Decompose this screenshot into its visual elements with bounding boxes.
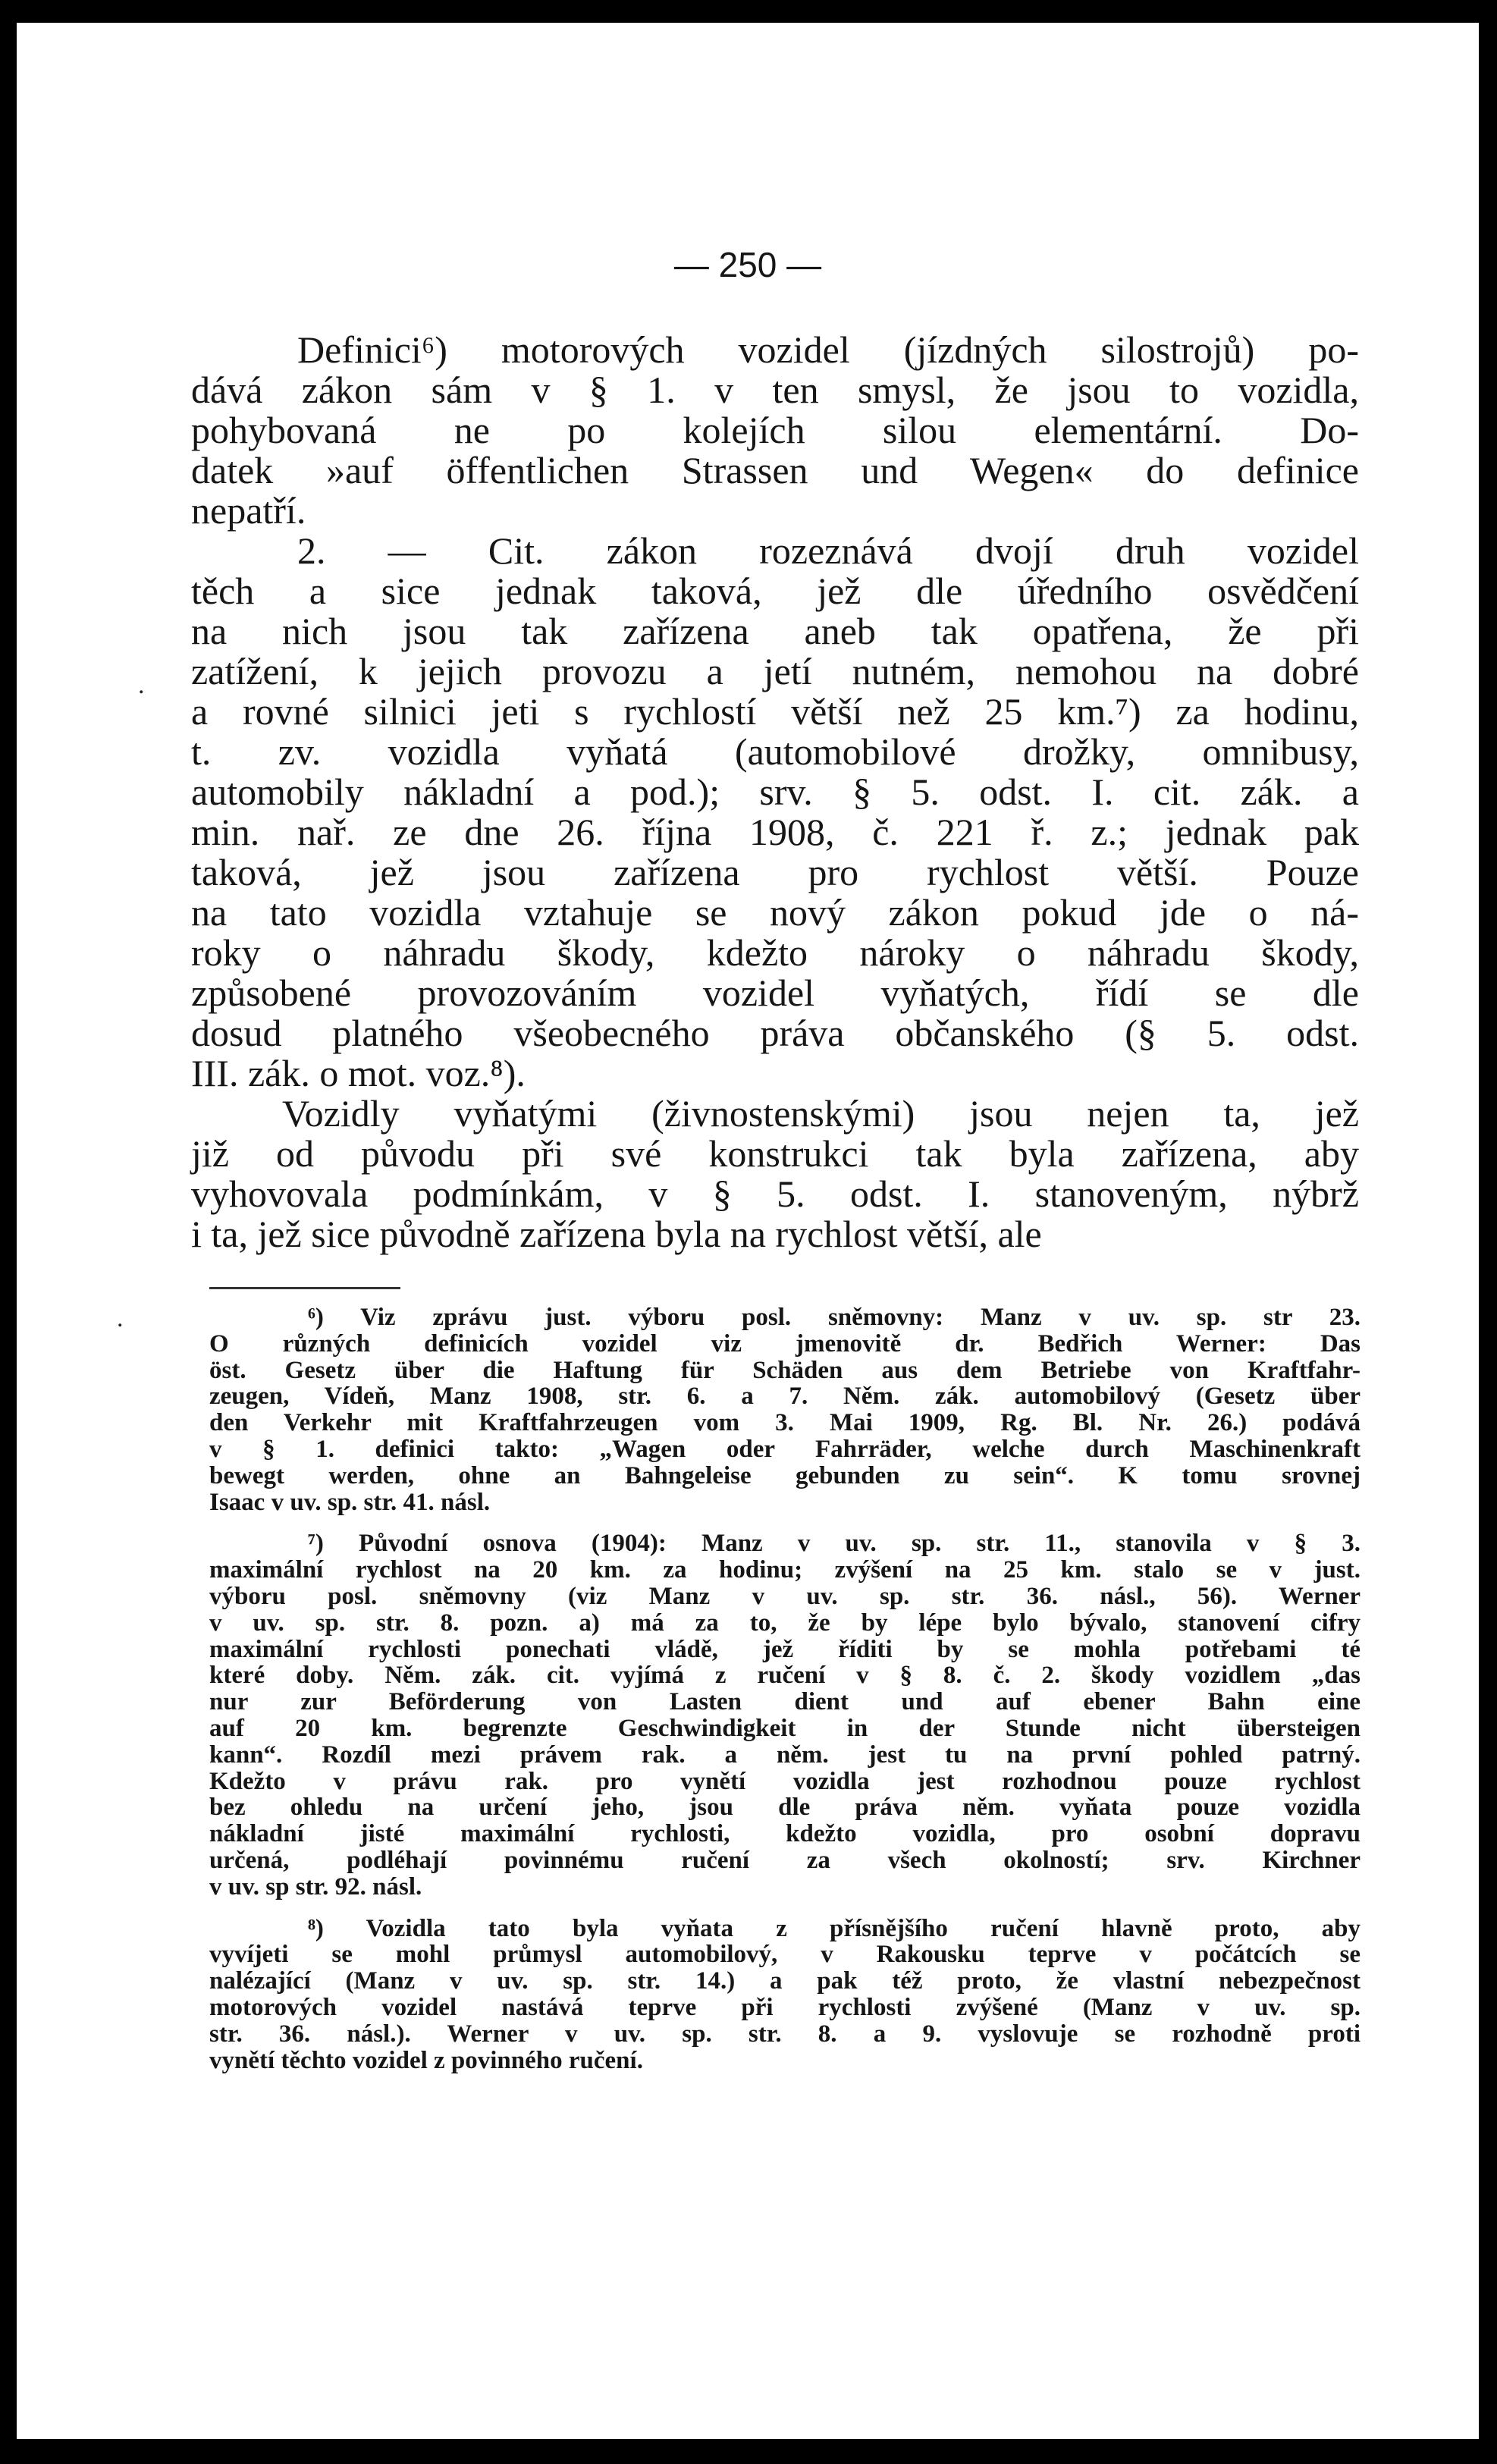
footnote-line: maximální rychlost na 20 km. za hodinu; zvýšení na 25 km. stalo se v just. — [209, 1556, 1360, 1584]
text-line: pohybovaná ne po kolejích silou elementární. Do- — [191, 409, 1359, 451]
text-line: těch a sice jednak taková, jež dle úředního osvědčení — [191, 570, 1359, 612]
text-line: způsobené provozováním vozidel vyňatých, řídí se dle — [191, 971, 1359, 1014]
footnote-line: ⁸) Vozidla tato byla vyňata z přísnějšího ručení hlavně proto, aby — [308, 1914, 1360, 1942]
footnote-line: určená, podléhají povinnému ručení za všech okolností; srv. Kirchner — [209, 1846, 1360, 1874]
text-line: dává zákon sám v § 1. v ten smysl, že jsou to vozidla, — [191, 369, 1359, 411]
footnote-line: vynětí těchto vozidel z povinného ručení. — [209, 2046, 643, 2074]
footnote-line: Kdežto v právu rak. pro vynětí vozidla jest rozhodnou pouze rychlost — [209, 1767, 1360, 1795]
text-line: datek »auf öffentlichen Strassen und Wegen« do definice — [191, 449, 1359, 491]
footnote-line: O různých definicích vozidel viz jmenovitě dr. Bedřich Werner: Das — [209, 1329, 1360, 1358]
footnote-line: které doby. Něm. zák. cit. vyjímá z ručení v § 8. č. 2. škody vozidlem „das — [209, 1662, 1360, 1690]
text-line: vyhovovala podmínkám, v § 5. odst. I. stanoveným, nýbrž — [191, 1172, 1359, 1215]
footnote-line: ⁶) Viz zprávu just. výboru posl. sněmovny: Manz v uv. sp. str 23. — [308, 1304, 1360, 1331]
footnote-line: öst. Gesetz über die Haftung für Schäden aus dem Betriebe von Kraftfahr- — [209, 1356, 1360, 1384]
text-line: zatížení, k jejich provozu a jetí nutném, nemohou na dobré — [191, 650, 1359, 692]
margin-dot: . — [138, 671, 145, 699]
text-line: Definici⁶) motorových vozidel (jízdných silostrojů) po- — [297, 328, 1359, 371]
text-line: nepatří. — [191, 489, 306, 532]
text-line: i ta, jež sice původně zařízena byla na rychlost větší, ale — [191, 1213, 1042, 1255]
footnote-line: nalézající (Manz v uv. sp. str. 14.) a pak též proto, že vlastní nebezpečnost — [209, 1967, 1360, 1995]
text-line: Vozidly vyňatými (živnostenskými) jsou nejen ta, jež — [282, 1092, 1359, 1135]
footnote-line: maximální rychlosti ponechati vládě, jež říditi by se mohla potřebami té — [209, 1635, 1360, 1663]
page — [17, 23, 1479, 2439]
text-line: na tato vozidla vztahuje se nový zákon pokud jde o ná- — [191, 891, 1359, 934]
text-line: min. nař. ze dne 26. října 1908, č. 221 ř. z.; jednak pak — [191, 811, 1359, 853]
text-line: automobily nákladní a pod.); srv. § 5. odst. I. cit. zák. a — [191, 771, 1359, 813]
footnote-line: v uv. sp. str. 8. pozn. a) má za to, že by lépe bylo bývalo, stanovení cifry — [209, 1609, 1360, 1637]
text-line: taková, jež jsou zařízena pro rychlost větší. Pouze — [191, 851, 1359, 893]
text-line: a rovné silnici jeti s rychlostí větší než 25 km.⁷) za hodinu, — [191, 690, 1359, 733]
footnote-line: v uv. sp str. 92. násl. — [209, 1872, 422, 1901]
footnotes — [209, 1304, 1360, 2073]
footnote-line: motorových vozidel nastává teprve při rychlosti zvýšené (Manz v uv. sp. — [209, 1993, 1360, 2021]
text-line: dosud platného všeobecného práva občanského (§ 5. odst. — [191, 1012, 1359, 1054]
text-line: 2. — Cit. zákon rozeznává dvojí druh vozidel — [297, 529, 1359, 572]
margin-dot: . — [117, 1304, 124, 1332]
footnote-line: nákladní jisté maximální rychlosti, kdežto vozidla, pro osobní dopravu — [209, 1820, 1360, 1848]
footnote-divider — [209, 1287, 400, 1289]
footnote-line: bez ohledu na určení jeho, jsou dle práva něm. vyňata pouze vozidla — [209, 1794, 1360, 1822]
footnote-line: ⁷) Původní osnova (1904): Manz v uv. sp. str. 11., stanovila v § 3. — [308, 1530, 1360, 1558]
footnote-line: v § 1. definici takto: „Wagen oder Fahrräder, welche durch Maschinenkraft — [209, 1435, 1360, 1463]
footnote-line: auf 20 km. begrenzte Geschwindigkeit in der Stunde nicht übersteigen — [209, 1714, 1360, 1742]
footnote-line: zeugen, Vídeň, Manz 1908, str. 6. a 7. Něm. zák. automobilový (Gesetz über — [209, 1383, 1360, 1411]
main-text — [191, 330, 1359, 1254]
footnote-line: vyvíjeti se mohl průmysl automobilový, v Rakousku teprve v počátcích se — [209, 1941, 1360, 1969]
page-number: — 250 — — [673, 245, 822, 284]
text-line: III. zák. o mot. voz.⁸). — [191, 1052, 526, 1094]
footnote-line: kann“. Rozdíl mezi právem rak. a něm. jest tu na první pohled patrný. — [209, 1740, 1360, 1769]
footnote-line: nur zur Beförderung von Lasten dient und auf ebener Bahn eine — [209, 1688, 1360, 1716]
footnote-line: den Verkehr mit Kraftfahrzeugen vom 3. Mai 1909, Rg. Bl. Nr. 26.) podává — [209, 1409, 1360, 1437]
footnote-line: Isaac v uv. sp. str. 41. násl. — [209, 1488, 491, 1516]
footnote-line: str. 36. násl.). Werner v uv. sp. str. 8. a 9. vyslovuje se rozhodně proti — [209, 2020, 1360, 2048]
text-line: na nich jsou tak zařízena aneb tak opatřena, že při — [191, 610, 1359, 652]
footnote-line: výboru posl. sněmovny (viz Manz v uv. sp. str. 36. násl., 56). Werner — [209, 1582, 1360, 1610]
text-line: již od původu při své konstrukci tak byla zařízena, aby — [191, 1132, 1359, 1175]
text-line: roky o náhradu škody, kdežto nároky o náhradu škody, — [191, 931, 1359, 974]
text-line: t. zv. vozidla vyňatá (automobilové drožky, omnibusy, — [191, 730, 1359, 773]
footnote-line: bewegt werden, ohne an Bahngeleise gebunden zu sein“. K tomu srovnej — [209, 1461, 1360, 1489]
